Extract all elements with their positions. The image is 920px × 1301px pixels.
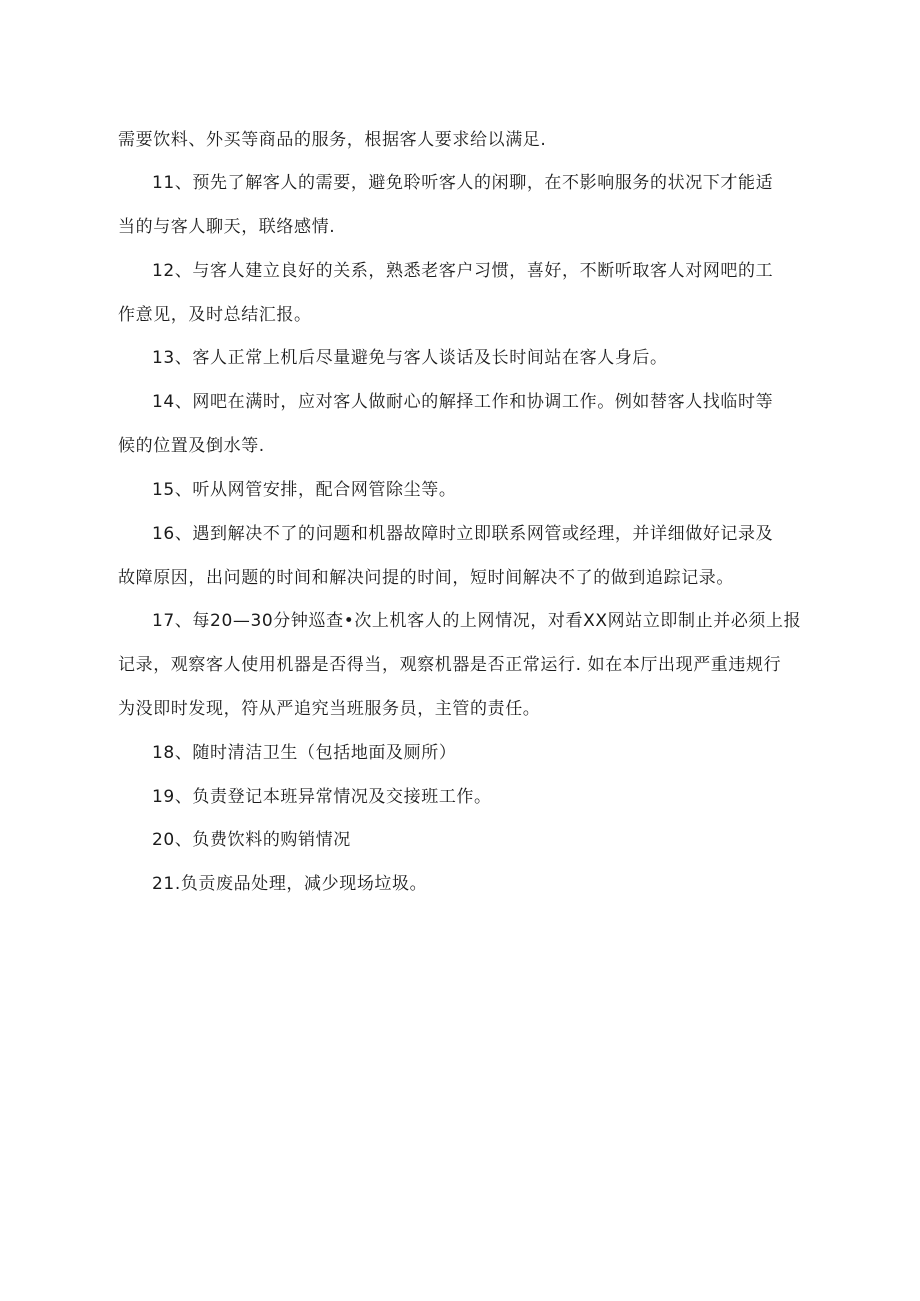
item-11-line-1: 11、预先了解客人的需要，避免聆听客人的闲聊，在不影响服务的状况下才能适 <box>152 173 774 193</box>
item-17-line-1: 17、每20—30分钟巡查•次上机客人的上网情况，对看XX网站立即制止并必须上报 <box>152 611 802 631</box>
item-19: 19、负责登记本班异常情况及交接班工作。 <box>152 787 492 807</box>
item-15: 15、听从网管安排，配合网管除尘等。 <box>152 480 457 500</box>
item-21: 21.负贡废品处理，减少现场垃圾。 <box>152 874 428 894</box>
item-16-line-2: 故障原因，出问题的时间和解决问提的时间，短时间解决不了的做到追踪记录。 <box>118 568 734 588</box>
item-12-line-1: 12、与客人建立良好的关系，熟悉老客户习惯，喜好，不断听取客人对网吧的工 <box>152 261 774 281</box>
item-17-line-2: 记录，观察客人使用机器是否得当，观察机器是否正常运行. 如在本厅出现严重违规行 <box>118 655 782 675</box>
item-20: 20、负费饮料的购销情况 <box>152 830 351 850</box>
item-13: 13、客人正常上机后尽量避免与客人谈话及长时间站在客人身后。 <box>152 348 668 368</box>
item-12-line-2: 作意见，及时总结汇报。 <box>118 305 312 325</box>
item-17-line-3: 为没即时发现，符从严追究当班服务员，主管的责任。 <box>118 699 541 719</box>
item-18: 18、随时清洁卫生（包括地面及厕所） <box>152 743 457 763</box>
text-line-continuation: 需要饮料、外买等商品的服务，根据客人要求给以满足. <box>118 130 547 150</box>
item-14-line-2: 候的位置及倒水等. <box>118 436 265 456</box>
item-11-line-2: 当的与客人聊天，联络感情. <box>118 217 336 237</box>
item-16-line-1: 16、遇到解决不了的问题和机器故障时立即联系网管或经理，并详细做好记录及 <box>152 524 774 544</box>
item-14-line-1: 14、网吧在满时，应对客人做耐心的解择工作和协调工作。例如替客人找临时等 <box>152 392 774 412</box>
